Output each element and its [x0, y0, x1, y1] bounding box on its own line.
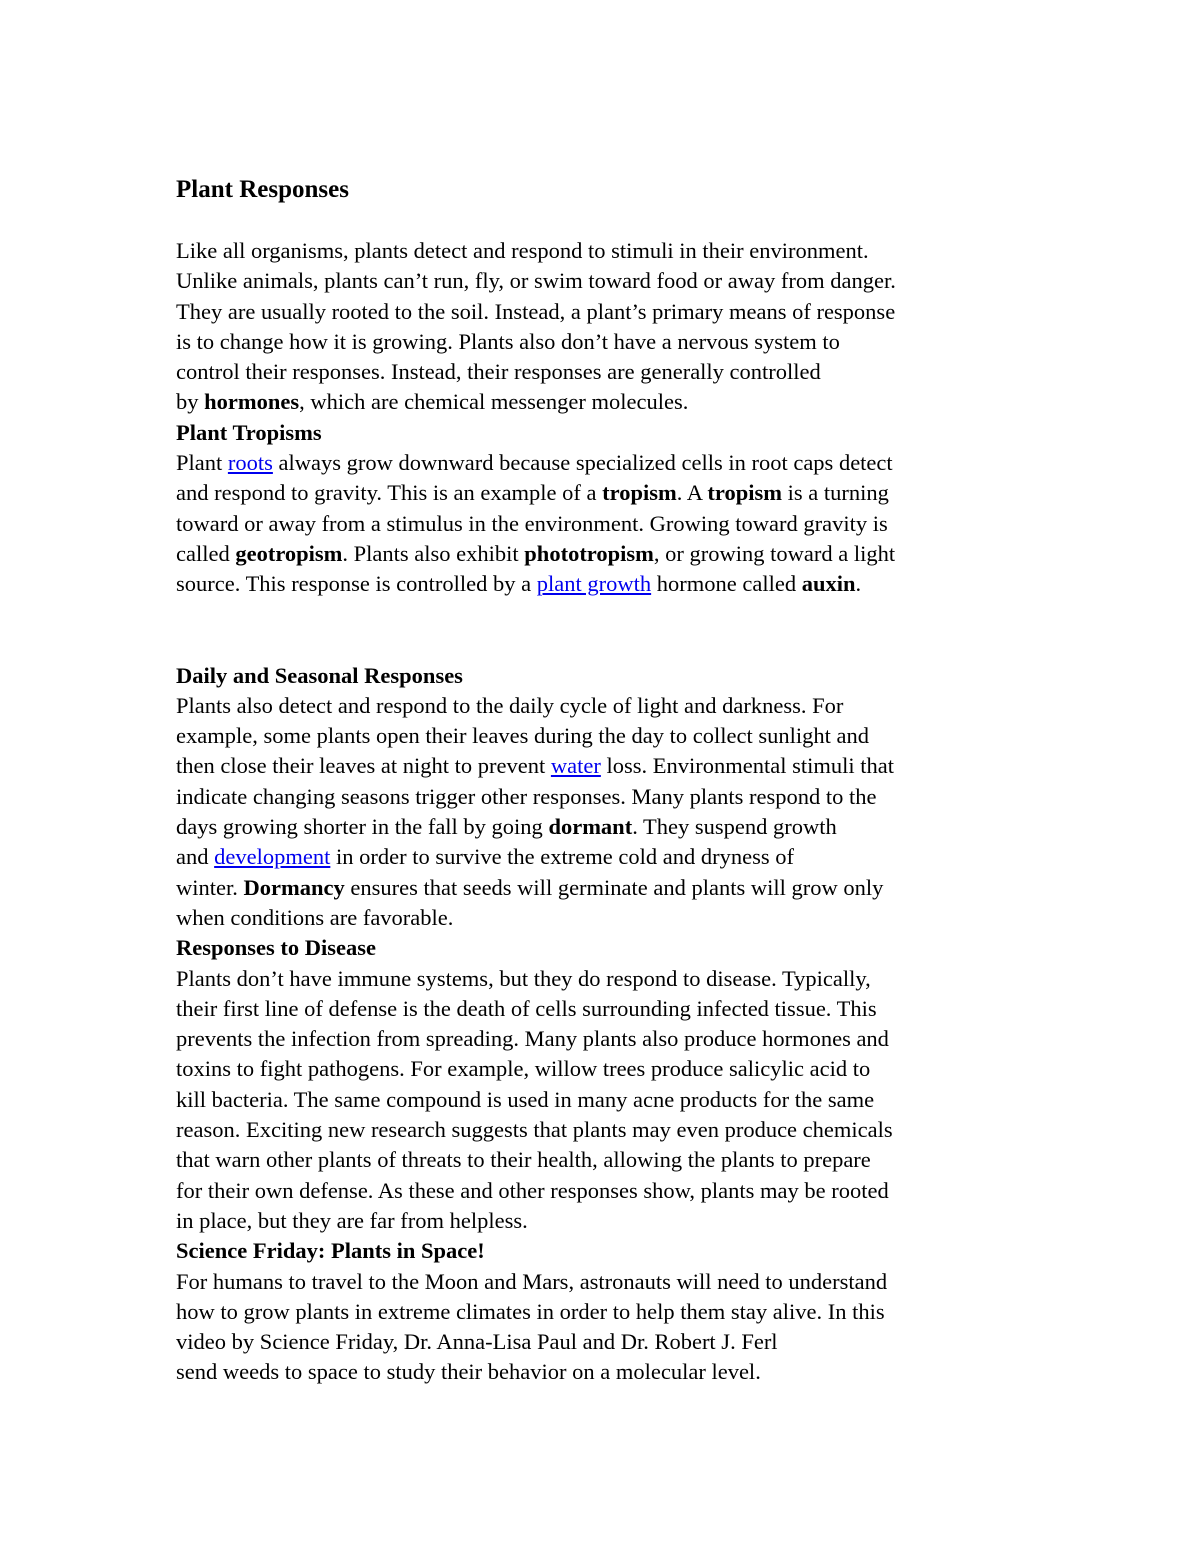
text-fragment: is a turning — [782, 480, 889, 506]
term-geotropism: geotropism — [235, 540, 343, 566]
text-fragment: , or growing toward a light — [653, 540, 896, 566]
text-fragment: hormone called — [651, 571, 802, 597]
disease-paragraph — [176, 964, 1036, 1237]
text-fragment: source. This response is controlled by a — [176, 571, 537, 597]
link-plant-growth[interactable]: plant growth — [536, 571, 652, 597]
intro-line-4: is to change how it is growing. Plants also don’t have a nervous system to — [176, 328, 840, 354]
daily-paragraph — [176, 691, 1036, 933]
daily-line-6 — [176, 842, 1036, 872]
text-fragment: . A — [676, 480, 708, 506]
intro-line-3: They are usually rooted to the soil. Instead, a plant’s primary means of response — [176, 298, 896, 324]
link-water[interactable]: water — [550, 753, 601, 779]
tropisms-line-4 — [176, 539, 1036, 569]
text-fragment: ensures that seeds will germinate and plants will grow only — [344, 874, 884, 900]
text-fragment: loss. Environmental stimuli that — [600, 753, 894, 779]
space-line-4: send weeds to space to study their behavior on a molecular level. — [176, 1359, 761, 1385]
text-fragment: always grow downward because specialized cells in root caps detect — [272, 450, 893, 476]
text-fragment: then close their leaves at night to prevent — [176, 753, 551, 779]
disease-line-2: their first line of defense is the death of cells surrounding infected tissue. This — [176, 995, 877, 1021]
daily-line-1: Plants also detect and respond to the daily cycle of light and darkness. For — [176, 692, 844, 718]
disease-line-9: in place, but they are far from helpless. — [176, 1207, 528, 1233]
document-page — [176, 174, 1036, 1388]
daily-line-5 — [176, 812, 1036, 842]
text-fragment: . — [855, 571, 862, 597]
daily-line-4: indicate changing seasons trigger other responses. Many plants respond to the — [176, 783, 877, 809]
link-roots[interactable]: roots — [227, 450, 273, 476]
space-line-1: For humans to travel to the Moon and Mars, astronauts will need to understand — [176, 1268, 888, 1294]
disease-line-1: Plants don’t have immune systems, but they do respond to disease. Typically, — [176, 965, 871, 991]
heading-responses-disease: Responses to Disease — [176, 935, 376, 961]
text-fragment: in order to survive the extreme cold and dryness of — [330, 844, 794, 870]
space-paragraph — [176, 1267, 1036, 1388]
heading-science-friday: Science Friday: Plants in Space! — [176, 1238, 485, 1264]
term-dormant: dormant — [548, 814, 633, 840]
tropisms-paragraph — [176, 448, 1036, 599]
term-dormancy: Dormancy — [243, 874, 345, 900]
disease-line-3: prevents the infection from spreading. Many plants also produce hormones and — [176, 1026, 889, 1052]
intro-line-1: Like all organisms, plants detect and respond to stimuli in their environment. — [176, 238, 869, 263]
term-tropism: tropism — [602, 480, 677, 506]
heading-plant-tropisms: Plant Tropisms — [176, 419, 322, 445]
term-tropism: tropism — [707, 480, 782, 506]
daily-line-7 — [176, 873, 1036, 903]
text-fragment: and — [176, 844, 215, 870]
page-title: Plant Responses — [176, 176, 349, 203]
term-phototropism: phototropism — [524, 540, 654, 566]
term-auxin: auxin — [801, 571, 856, 597]
link-development[interactable]: development — [214, 844, 331, 870]
heading-daily-seasonal: Daily and Seasonal Responses — [176, 662, 463, 688]
spacer — [176, 206, 1036, 236]
spacer — [176, 600, 1036, 661]
daily-line-3 — [176, 751, 1036, 781]
disease-line-4: toxins to fight pathogens. For example, willow trees produce salicylic acid to — [176, 1056, 871, 1082]
intro-line-6 — [176, 387, 1036, 417]
text-fragment: . They suspend growth — [632, 814, 837, 840]
tropisms-line-3: toward or away from a stimulus in the environment. Growing toward gravity is — [176, 510, 888, 536]
daily-line-8: when conditions are favorable. — [176, 904, 454, 930]
space-line-2: how to grow plants in extreme climates in order to help them stay alive. In this — [176, 1298, 885, 1324]
text-fragment: and respond to gravity. This is an example of a — [176, 480, 603, 506]
intro-paragraph — [176, 236, 1036, 418]
text-fragment: by — [176, 389, 205, 415]
text-fragment: . Plants also exhibit — [342, 540, 525, 566]
daily-line-2: example, some plants open their leaves during the day to collect sunlight and — [176, 723, 869, 749]
tropisms-line-1 — [176, 448, 1036, 478]
disease-line-8: for their own defense. As these and other responses show, plants may be rooted — [176, 1177, 889, 1203]
text-fragment: winter. — [176, 874, 244, 900]
term-hormones: hormones — [204, 389, 300, 415]
text-fragment: , which are chemical messenger molecules. — [299, 389, 689, 415]
disease-line-7: that warn other plants of threats to their health, allowing the plants to prepare — [176, 1147, 871, 1173]
tropisms-line-2 — [176, 478, 1036, 508]
text-fragment: Plant — [176, 450, 228, 476]
disease-line-6: reason. Exciting new research suggests that plants may even produce chemicals — [176, 1117, 893, 1143]
tropisms-line-5 — [176, 569, 1036, 599]
intro-line-2: Unlike animals, plants can’t run, fly, or swim toward food or away from danger. — [176, 268, 896, 294]
space-line-3: video by Science Friday, Dr. Anna-Lisa Paul and Dr. Robert J. Ferl — [176, 1329, 778, 1355]
text-fragment: days growing shorter in the fall by going — [176, 814, 549, 840]
text-fragment: called — [176, 540, 236, 566]
intro-line-5: control their responses. Instead, their responses are generally controlled — [176, 359, 821, 385]
disease-line-5: kill bacteria. The same compound is used in many acne products for the same — [176, 1086, 875, 1112]
